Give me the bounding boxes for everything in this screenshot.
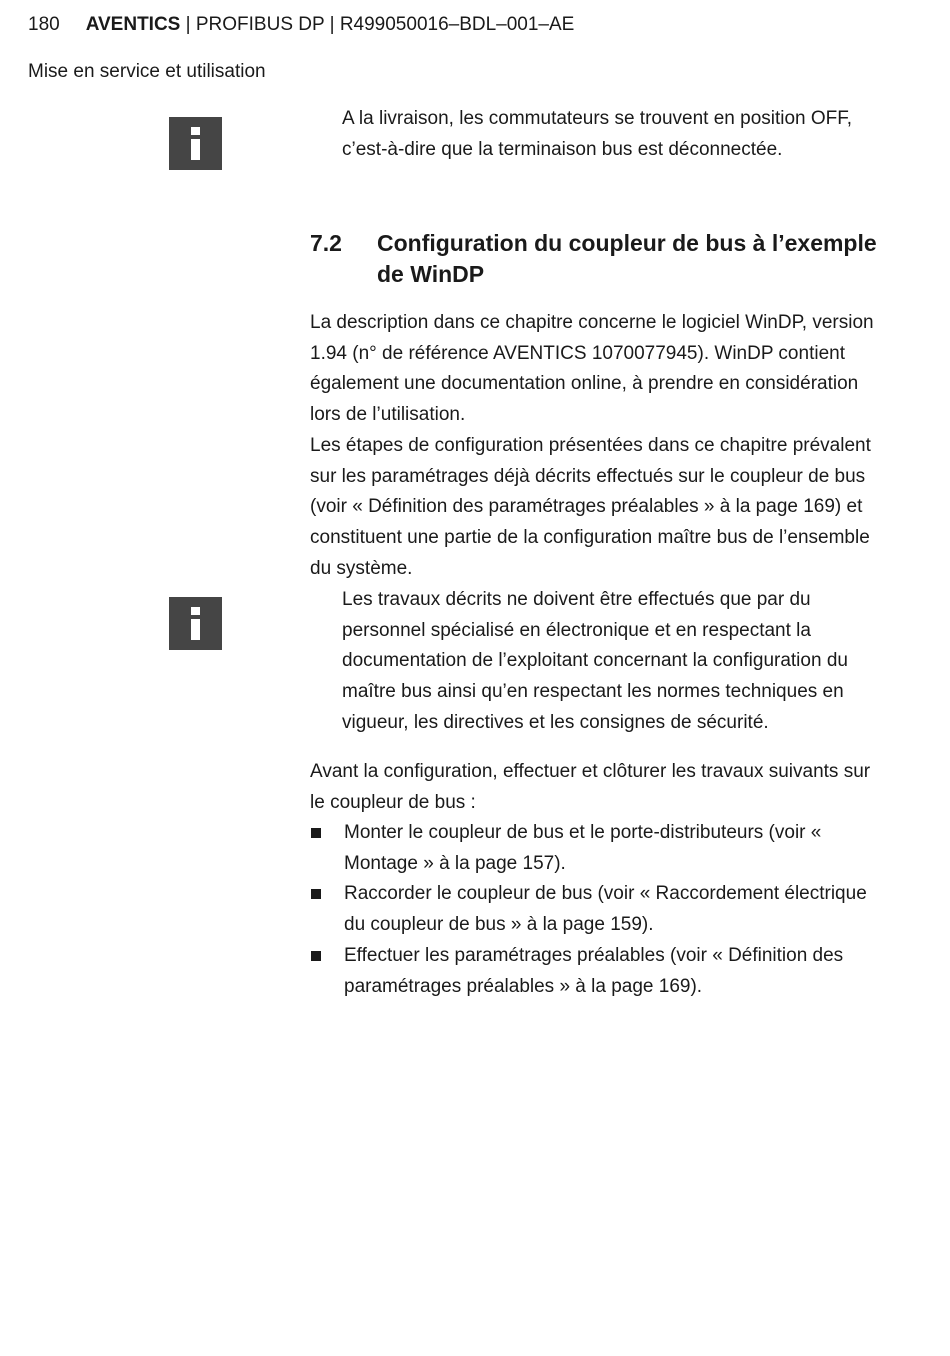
document-reference: | PROFIBUS DP | R499050016–BDL–001–AE [180, 14, 575, 35]
list-item: Effectuer les paramétrages préalables (voir « Définition des paramétrages préalables » à la page 169). [310, 941, 890, 1002]
configuration-paragraph: Les étapes de configuration présentées dans ce chapitre prévalent sur les paramétrages déjà décrits effectués sur le coupleur de bus (voir « Définition des paramétrages préalables » à la page 169) et constituent une partie de la configuration maître bus de l’ensemble du système. [310, 435, 871, 579]
page-header [28, 12, 574, 38]
section-number: 7.2 [310, 230, 342, 256]
prerequisites-list [310, 818, 890, 1002]
list-item: Raccorder le coupleur de bus (voir « Raccordement électrique du coupleur de bus » à la page 159). [310, 879, 890, 940]
section-title: Configuration du coupleur de bus à l’exemple de WinDP [377, 230, 877, 287]
prerequisites-paragraph: Avant la configuration, effectuer et clôturer les travaux suivants sur le coupleur de bus : [310, 761, 871, 813]
section-label: Mise en service et utilisation [28, 61, 266, 82]
list-item: Monter le coupleur de bus et le porte-distributeurs (voir « Montage » à la page 157). [310, 818, 890, 879]
delivery-note: A la livraison, les commutateurs se trouvent en position OFF, c’est-à-dire que la terminaison bus est déconnectée. [342, 108, 853, 160]
page-number: 180 [28, 14, 60, 35]
bullet-square-icon [311, 951, 321, 961]
info-icon [169, 117, 222, 170]
bullet-square-icon [311, 828, 321, 838]
info-icon [169, 597, 222, 650]
bullet-square-icon [311, 889, 321, 899]
safety-note: Les travaux décrits ne doivent être effectués que par du personnel spécialisé en électronique et en respectant la documentation de l’exploitant concernant la configuration du maître bus ainsi qu’en respectant les normes techniques en vigueur, les directives et les consignes de sécurité. [342, 589, 848, 733]
brand-name: AVENTICS [85, 14, 181, 35]
intro-paragraph: La description dans ce chapitre concerne le logiciel WinDP, version 1.94 (n° de référence AVENTICS 1070077945). WinDP contient également une documentation online, à prendre en considération lors de l’utilisation. [310, 312, 874, 426]
